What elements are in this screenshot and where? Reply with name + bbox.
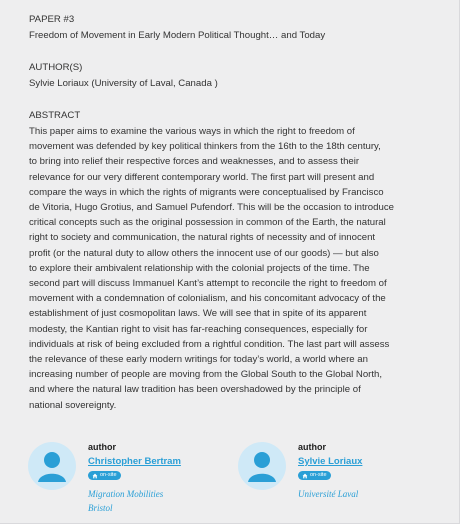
authors-label: AUTHOR(S)	[29, 62, 83, 73]
abstract-line: relevance for our very different contemporary world. The first part will present and	[29, 171, 375, 183]
abstract-label: ABSTRACT	[29, 110, 81, 121]
affiliation-line: Bristol	[88, 503, 113, 513]
author-role-label: author	[298, 442, 326, 452]
abstract-line: national sovereignty.	[29, 399, 117, 411]
paper-number: PAPER #3	[29, 14, 75, 25]
author-name-link-christopher-bertram[interactable]: Christopher Bertram	[88, 456, 181, 467]
badge-label: on-site	[310, 472, 327, 478]
abstract-line: modesty, the Kantian right to visit has far-reaching consequences, especially for	[29, 323, 368, 335]
affiliation-line: Migration Mobilities	[88, 489, 164, 499]
abstract-line: movement was defended by key political thinkers from the 16th to the 18th century,	[29, 141, 381, 153]
abstract-line: establishment of just cosmopolitan laws. We will see that in spite of its apparent	[29, 308, 367, 320]
on-site-badge	[298, 471, 331, 480]
authors-text: Sylvie Loriaux (University of Laval, Canada )	[29, 78, 218, 89]
abstract-line: increasing number of people are moving from the Global South to the Global North,	[29, 369, 383, 381]
abstract-line: and where the natural law tradition has been overshadowed by the principle of	[29, 384, 361, 396]
home-icon	[302, 473, 308, 479]
abstract-line: to explore their ambivalent relationship with the colonial projects of the time. The	[29, 262, 370, 274]
abstract-line: This paper aims to examine the various ways in which the right to freedom of	[29, 126, 355, 137]
avatar-placeholder-icon	[28, 442, 76, 490]
author-card-christopher-bertram	[28, 440, 228, 520]
abstract-line: to bring into relief their respective forces and weaknesses, and to assess their	[29, 156, 360, 168]
home-icon	[92, 473, 98, 479]
abstract-line: compare the ways in which the rights of migrants were conceptualised by Francisco	[29, 186, 384, 198]
author-card-sylvie-loriaux	[238, 440, 438, 520]
abstract-line: critical concepts such as the original possession in common of the Earth, the natural	[29, 217, 386, 229]
abstract-body	[29, 124, 421, 413]
author-role-label: author	[88, 442, 116, 452]
on-site-badge	[88, 471, 121, 480]
author-name-link-sylvie-loriaux[interactable]: Sylvie Loriaux	[298, 456, 363, 467]
abstract-line: movement with a condemnation of colonialism, and his concomitant advocacy of the	[29, 293, 386, 305]
paper-title: Freedom of Movement in Early Modern Political Thought… and Today	[29, 30, 326, 41]
abstract-line: the relevance of these early modern writings for today’s world, a world where an	[29, 354, 368, 366]
abstract-line: individuals at risk of being excluded from a rightful condition. The last part will assess	[29, 338, 390, 350]
abstract-line: profit (or the natural duty to allow others the innocent use of our goods) — but also	[29, 247, 379, 259]
avatar-placeholder-icon	[238, 442, 286, 490]
abstract-line: right to society and communication, the natural rights of necessity and of innocent	[29, 232, 376, 244]
badge-label: on-site	[100, 472, 117, 478]
abstract-line: de Vitoria, Hugo Grotius, and Samuel Pufendorf. This will be the occasion to introduce	[29, 202, 394, 214]
affiliation-line: Université Laval	[298, 489, 359, 499]
abstract-line: second part will discuss Immanuel Kant’s attempt to reconcile the right to freedom of	[29, 278, 387, 290]
